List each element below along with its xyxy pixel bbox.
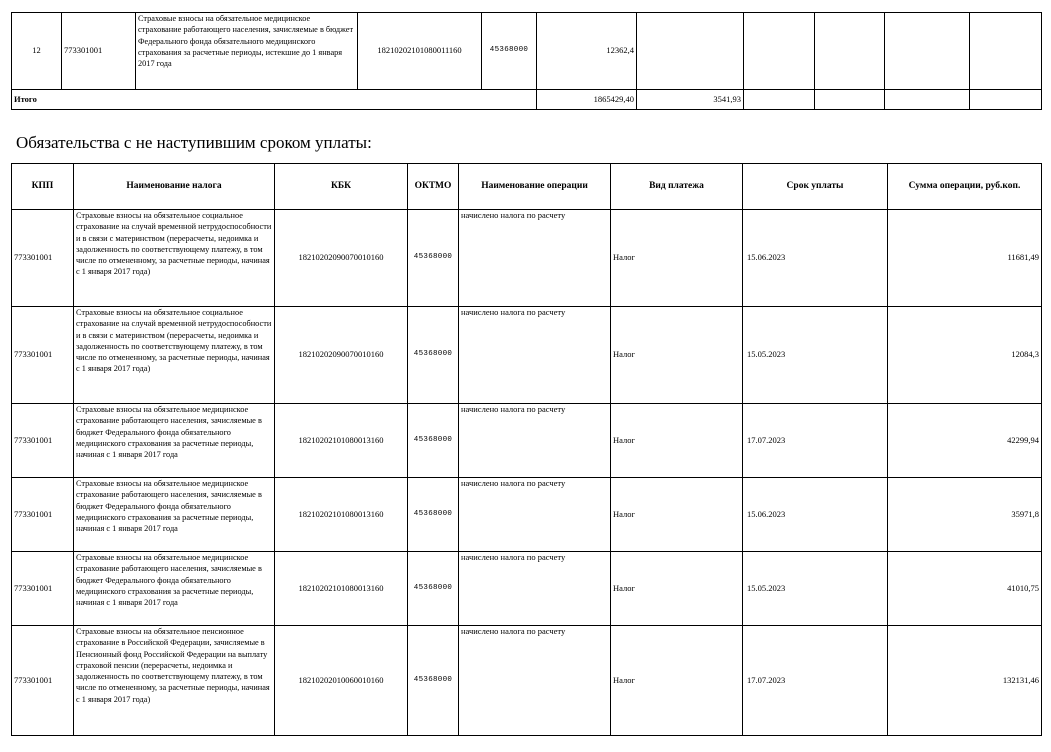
kbk-cell: 18210202101080013160 bbox=[275, 404, 408, 478]
amount-cell: 35971,8 bbox=[888, 478, 1042, 552]
section-title: Обязательства с не наступившим сроком уплаты: bbox=[16, 133, 372, 152]
kpp-cell: 773301001 bbox=[12, 626, 74, 736]
amount-cell: 42299,94 bbox=[888, 404, 1042, 478]
sum2-cell bbox=[637, 13, 744, 90]
col-header-kpp: КПП bbox=[12, 164, 74, 210]
table-row bbox=[12, 552, 1042, 626]
oktmo-cell: 45368000 bbox=[408, 307, 459, 404]
kpp-cell: 773301001 bbox=[12, 404, 74, 478]
tax-name-cell: Страховые взносы на обязательное медицинское страхование работающего населения, зачисляемые в бюджет Федерального фонда обязательного медицинского страхования за расчетные периоды, начиная с 1 января 2017 года bbox=[74, 552, 275, 626]
empty-cell bbox=[885, 90, 970, 110]
col-header-oktmo: ОКТМО bbox=[408, 164, 459, 210]
kpp-cell: 773301001 bbox=[12, 307, 74, 404]
due-date-cell: 17.07.2023 bbox=[743, 626, 888, 736]
col-header-amount: Сумма операции, руб.коп. bbox=[888, 164, 1042, 210]
kbk-cell: 18210202101080011160 bbox=[358, 13, 482, 90]
oktmo-cell: 45368000 bbox=[408, 404, 459, 478]
empty-cell bbox=[885, 13, 970, 90]
kbk-cell: 18210202010060010160 bbox=[275, 626, 408, 736]
due-date-cell: 15.06.2023 bbox=[743, 478, 888, 552]
total-sum: 1865429,40 bbox=[537, 90, 637, 110]
col-header-tax-name: Наименование налога bbox=[74, 164, 275, 210]
header-row bbox=[12, 164, 1042, 210]
oktmo-cell: 45368000 bbox=[408, 552, 459, 626]
due-date-cell: 15.05.2023 bbox=[743, 307, 888, 404]
payment-type-cell: Налог bbox=[611, 404, 743, 478]
tax-name-cell: Страховые взносы на обязательное медицинское страхование работающего населения, зачисляемые в бюджет Федерального фонда обязательного медицинского страхования за расчетные периоды, истекшие до 1 января 2017 года bbox=[136, 13, 358, 90]
operation-cell: начислено налога по расчету bbox=[459, 404, 611, 478]
payment-type-cell: Налог bbox=[611, 307, 743, 404]
due-date-cell: 15.06.2023 bbox=[743, 210, 888, 307]
payment-type-cell: Налог bbox=[611, 210, 743, 307]
operation-cell: начислено налога по расчету bbox=[459, 478, 611, 552]
total-row bbox=[12, 90, 1042, 110]
payment-type-cell: Налог bbox=[611, 552, 743, 626]
table-row bbox=[12, 478, 1042, 552]
tax-name-cell: Страховые взносы на обязательное медицинское страхование работающего населения, зачисляемые в бюджет Федерального фонда обязательного медицинского страхования за расчетные периоды, начиная с 1 января 2017 года bbox=[74, 404, 275, 478]
oktmo-cell: 45368000 bbox=[482, 13, 537, 90]
kpp-cell: 773301001 bbox=[12, 210, 74, 307]
kpp-cell: 773301001 bbox=[62, 13, 136, 90]
operation-cell: начислено налога по расчету bbox=[459, 210, 611, 307]
amount-cell: 11681,49 bbox=[888, 210, 1042, 307]
col-header-operation: Наименование операции bbox=[459, 164, 611, 210]
kpp-cell: 773301001 bbox=[12, 552, 74, 626]
col-header-due-date: Срок уплаты bbox=[743, 164, 888, 210]
payment-type-cell: Налог bbox=[611, 478, 743, 552]
oktmo-cell: 45368000 bbox=[408, 626, 459, 736]
due-date-cell: 15.05.2023 bbox=[743, 552, 888, 626]
oktmo-cell: 45368000 bbox=[408, 478, 459, 552]
sum-cell: 12362,4 bbox=[537, 13, 637, 90]
kbk-cell: 18210202101080013160 bbox=[275, 552, 408, 626]
operation-cell: начислено налога по расчету bbox=[459, 552, 611, 626]
table-row bbox=[12, 210, 1042, 307]
col-header-kbk: КБК bbox=[275, 164, 408, 210]
table-row bbox=[12, 307, 1042, 404]
payment-type-cell: Налог bbox=[611, 626, 743, 736]
kbk-cell: 18210202101080013160 bbox=[275, 478, 408, 552]
amount-cell: 132131,46 bbox=[888, 626, 1042, 736]
table-row bbox=[12, 13, 1042, 90]
kbk-cell: 18210202090070010160 bbox=[275, 210, 408, 307]
total-label: Итого bbox=[12, 90, 537, 110]
row-number: 12 bbox=[12, 13, 62, 90]
tax-name-cell: Страховые взносы на обязательное социальное страхование на случай временной нетрудоспособности и в связи с материнством (перерасчеты, недоимка и задолженность по соответствующему платежу, в том числе по отмененному, за расчетные периоды, начиная с 1 января 2017 года) bbox=[74, 307, 275, 404]
tax-name-cell: Страховые взносы на обязательное медицинское страхование работающего населения, зачисляемые в бюджет Федерального фонда обязательного медицинского страхования за расчетные периоды, начиная с 1 января 2017 года bbox=[74, 478, 275, 552]
amount-cell: 12084,3 bbox=[888, 307, 1042, 404]
amount-cell: 41010,75 bbox=[888, 552, 1042, 626]
empty-cell bbox=[815, 90, 885, 110]
col-header-payment-type: Вид платежа bbox=[611, 164, 743, 210]
empty-cell bbox=[970, 90, 1042, 110]
due-date-cell: 17.07.2023 bbox=[743, 404, 888, 478]
empty-cell bbox=[970, 13, 1042, 90]
operation-cell: начислено налога по расчету bbox=[459, 307, 611, 404]
kpp-cell: 773301001 bbox=[12, 478, 74, 552]
tax-name-cell: Страховые взносы на обязательное социальное страхование на случай временной нетрудоспособности и в связи с материнством (перерасчеты, недоимка и задолженность по соответствующему платежу, в том числе по отмененному, за расчетные периоды, начиная с 1 января 2017 года) bbox=[74, 210, 275, 307]
total-sum2: 3541,93 bbox=[637, 90, 744, 110]
empty-cell bbox=[744, 90, 815, 110]
empty-cell bbox=[815, 13, 885, 90]
table-row bbox=[12, 404, 1042, 478]
tax-name-cell: Страховые взносы на обязательное пенсионное страхование в Российской Федерации, зачисляемые в Пенсионный фонд Российской Федерации на выплату страховой пенсии (перерасчеты, недоимка и задолженность по соответствующему платежу, в том числе по отмененному, за расчетные периоды, начиная с 1 января 2017 года) bbox=[74, 626, 275, 736]
empty-cell bbox=[744, 13, 815, 90]
top-table bbox=[11, 12, 1042, 110]
operation-cell: начислено налога по расчету bbox=[459, 626, 611, 736]
obligations-table bbox=[11, 163, 1042, 736]
table-row bbox=[12, 626, 1042, 736]
kbk-cell: 18210202090070010160 bbox=[275, 307, 408, 404]
oktmo-cell: 45368000 bbox=[408, 210, 459, 307]
